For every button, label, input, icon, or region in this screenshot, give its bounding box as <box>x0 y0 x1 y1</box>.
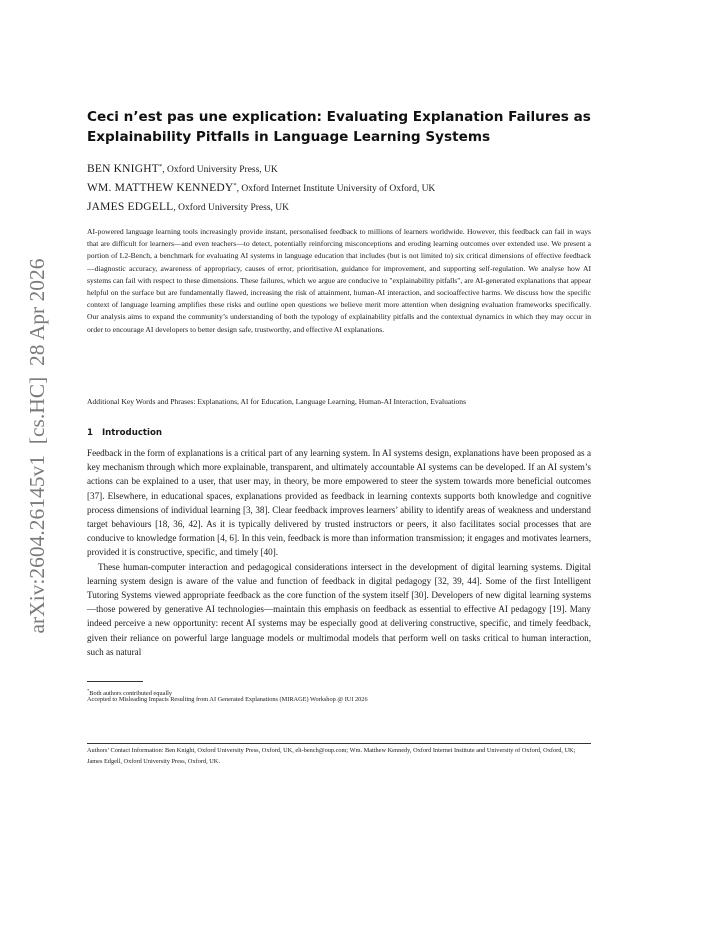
arxiv-id-text: arXiv:2604.26145v1 [cs.HC] 28 Apr 2026 <box>25 258 49 634</box>
author-name: BEN KNIGHT <box>87 163 159 175</box>
contact-information: Authors’ Contact Information: Ben Knight, Oxford University Press, Oxford, UK, elt-bench@oup.com; Wm. Matthew Kennedy, Oxford Internet Institute and University of Oxford, Oxford, UK; James Edgell, Oxford University Press, Oxford, UK. <box>87 747 576 765</box>
paper-title: Ceci n’est pas une explication: Evaluating Explanation Failures as Explainability Pitfalls in Language Learning Systems <box>87 109 591 145</box>
footnote-rule <box>87 681 143 682</box>
author-2 <box>87 179 435 196</box>
arxiv-watermark <box>16 246 56 646</box>
section-heading <box>87 428 162 438</box>
author-affiliation: , Oxford Internet Institute University of Oxford, UK <box>236 184 436 194</box>
equal-contribution-mark: * <box>158 163 163 170</box>
section-number: 1 <box>87 428 93 438</box>
body-text <box>87 446 591 659</box>
keywords: Additional Key Words and Phrases: Explanations, AI for Education, Language Learning, Human-AI Interaction, Evaluations <box>87 397 467 406</box>
footnote-text: Both authors contributed equally <box>89 690 172 698</box>
author-3 <box>87 198 289 215</box>
paragraph: Feedback in the form of explanations is a critical part of any learning system. In AI systems design, explanations have been proposed as a key mechanism through which more explainable, transparent, and ultimately accountable AI systems can be developed. If an AI system’s actions can be explained to a user, that user may, in theory, be more empowered to steer the system towards more beneficial outcomes [37]. Elsewhere, in educational spaces, explanations provided as feedback in learning contexts supports both knowledge and cognitive process dimensions of individual learning [3, 38]. Clear feedback improves learners’ ability to identify areas of weakness and understand target behaviours [18, 36, 42]. As it is typically delivered by trusted instructors or peers, it also facilitates social processes that are conducive to knowledge formation [4, 6]. In this vein, feedback is more than information transmission; it engages and motivates learners, provided it is constructive, specific, and timely [40]. <box>87 448 591 558</box>
author-name: WM. MATTHEW KENNEDY <box>87 182 234 194</box>
footnote-accepted: Accepted to Misleading Impacts Resulting from AI Generated Explanations (MIRAGE) Workshop @ IUI 2026 <box>87 696 368 703</box>
paragraph: These human-computer interaction and pedagogical considerations intersect in the development of digital learning systems. Digital learning system design is aware of the value and function of feedback in digital pedagogy [32, 39, 44]. Some of the first Intelligent Tutoring Systems viewed appropriate feedback as the core function of the system itself [30]. Developers of new digital learning systems—those powered by generative AI technologies—maintain this emphasis on feedback as essential to effective AI pedagogy [19]. Many indeed perceive a new opportunity: recent AI systems may be especially good at delivering constructive, specific, and timely feedback, given their reliance on powerful large language models or multimodal models that perform well on tasks critical to human interaction, such as natural <box>87 561 591 657</box>
author-affiliation: , Oxford University Press, UK <box>162 165 278 175</box>
author-1 <box>87 160 278 177</box>
author-name: JAMES EDGELL <box>87 201 174 213</box>
equal-contribution-mark: * <box>233 182 237 189</box>
author-affiliation: , Oxford University Press, UK <box>173 203 289 213</box>
footnote-mark: * <box>87 688 90 693</box>
contact-rule <box>87 743 591 744</box>
section-title: Introduction <box>101 428 162 438</box>
abstract: AI-powered language learning tools increasingly provide instant, personalised feedback to millions of learners worldwide. However, this feedback can fail in ways that are difficult for learners—and even teachers—to detect, potentially reinforcing misconceptions and eroding learning outcomes over extended use. We present a portion of L2-Bench, a benchmark for evaluating AI systems in language education that includes (but is not limited to) six critical dimensions of effective feedback—diagnostic accuracy, awareness of appropriacy, causes of error, prioritisation, guidance for improvement, and supporting self-regulation. We analyse how AI systems can fail with respect to these dimensions. These failures, which we argue are conducive to "explainability pitfalls", are AI-generated explanations that appear helpful on the surface but are fundamentally flawed, increasing the risk of attainment, human-AI interaction, and socioaffective harms. We discuss how the specific context of language learning amplifies these risks and outline open questions we believe merit more attention when designing evaluation frameworks specifically. Our analysis aims to expand the community’s understanding of both the typology of explainability pitfalls and the contextual dynamics in which they may occur in order to encourage AI developers to better design safe, trustworthy, and effective AI explanations. <box>87 227 591 334</box>
